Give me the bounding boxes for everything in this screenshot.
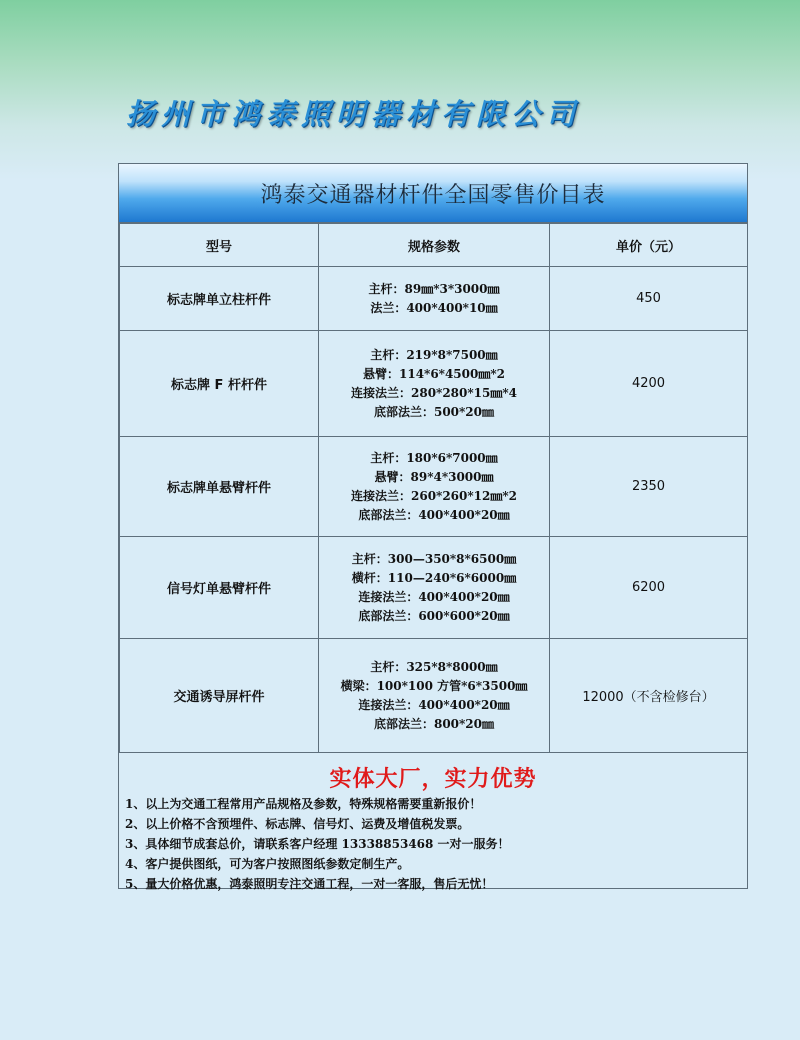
row-spec bbox=[319, 639, 550, 753]
table-row bbox=[120, 537, 748, 639]
row-price: 6200 bbox=[550, 537, 748, 639]
spec-line: 横梁：100*100 方管*6*3500㎜ bbox=[340, 678, 528, 693]
note-item: 4、客户提供图纸，可为客户按照图纸参数定制生产。 bbox=[125, 857, 410, 871]
price-table bbox=[119, 223, 748, 753]
table-row bbox=[120, 639, 748, 753]
row-price: 2350 bbox=[550, 437, 748, 537]
notes-section bbox=[119, 754, 747, 891]
spec-line: 底部法兰：800*20㎜ bbox=[373, 716, 495, 731]
spec-line: 主杆：219*8*7500㎜ bbox=[370, 347, 498, 362]
table-row bbox=[120, 267, 748, 331]
header-row bbox=[120, 224, 748, 267]
table-title: 鸿泰交通器材杆件全国零售价目表 bbox=[260, 182, 606, 208]
spec-line: 法兰：400*400*10㎜ bbox=[370, 300, 498, 315]
row-name: 信号灯单悬臂杆件 bbox=[120, 537, 319, 639]
row-name: 标志牌单立柱杆件 bbox=[120, 267, 319, 331]
spec-line: 底部法兰：500*20㎜ bbox=[373, 404, 495, 419]
spec-line: 连接法兰：400*400*20㎜ bbox=[358, 697, 510, 712]
row-name: 标志牌 F 杆杆件 bbox=[120, 331, 319, 437]
table-row bbox=[120, 331, 748, 437]
spec-line: 主杆：89㎜*3*3000㎜ bbox=[368, 281, 500, 296]
row-name: 标志牌单悬臂杆件 bbox=[120, 437, 319, 537]
header-price: 单价（元） bbox=[550, 224, 748, 267]
row-spec bbox=[319, 437, 550, 537]
spec-line: 底部法兰：400*400*20㎜ bbox=[358, 507, 510, 522]
spec-line: 连接法兰：260*260*12㎜*2 bbox=[351, 488, 517, 503]
row-spec bbox=[319, 537, 550, 639]
spec-line: 悬臂：114*6*4500㎜*2 bbox=[363, 366, 505, 381]
header-model: 型号 bbox=[120, 224, 319, 267]
notes-list bbox=[125, 794, 741, 894]
row-name: 交通诱导屏杆件 bbox=[120, 639, 319, 753]
spec-line: 悬臂：89*4*3000㎜ bbox=[374, 469, 494, 484]
spec-line: 主杆：325*8*8000㎜ bbox=[370, 659, 498, 674]
price-list-table bbox=[118, 163, 748, 889]
spec-line: 主杆：300—350*8*6500㎜ bbox=[351, 551, 517, 566]
note-item: 5、量大价格优惠，鸿泰照明专注交通工程，一对一客服，售后无忧！ bbox=[125, 877, 494, 891]
row-price: 4200 bbox=[550, 331, 748, 437]
table-row bbox=[120, 437, 748, 537]
table-title-bar bbox=[119, 164, 747, 223]
row-price: 12000（不含检修台） bbox=[550, 639, 748, 753]
spec-line: 横杆：110—240*6*6000㎜ bbox=[351, 570, 517, 585]
spec-line: 连接法兰：400*400*20㎜ bbox=[358, 589, 510, 604]
row-price: 450 bbox=[550, 267, 748, 331]
header-background bbox=[0, 0, 800, 180]
note-item: 2、以上价格不含预埋件、标志牌、信号灯、运费及增值税发票。 bbox=[125, 817, 470, 831]
note-item: 1、以上为交通工程常用产品规格及参数，特殊规格需要重新报价！ bbox=[125, 797, 482, 811]
note-item: 3、具体细节成套总价，请联系客户经理 13338853468 一对一服务！ bbox=[125, 837, 510, 851]
spec-line: 主杆：180*6*7000㎜ bbox=[370, 450, 498, 465]
row-spec bbox=[319, 267, 550, 331]
row-spec bbox=[319, 331, 550, 437]
header-spec: 规格参数 bbox=[319, 224, 550, 267]
slogan: 实体大厂，实力优势 bbox=[329, 766, 537, 792]
spec-line: 连接法兰：280*280*15㎜*4 bbox=[351, 385, 517, 400]
spec-line: 底部法兰：600*600*20㎜ bbox=[358, 608, 510, 623]
company-name: 扬州市鸿泰照明器材有限公司 bbox=[126, 97, 582, 131]
